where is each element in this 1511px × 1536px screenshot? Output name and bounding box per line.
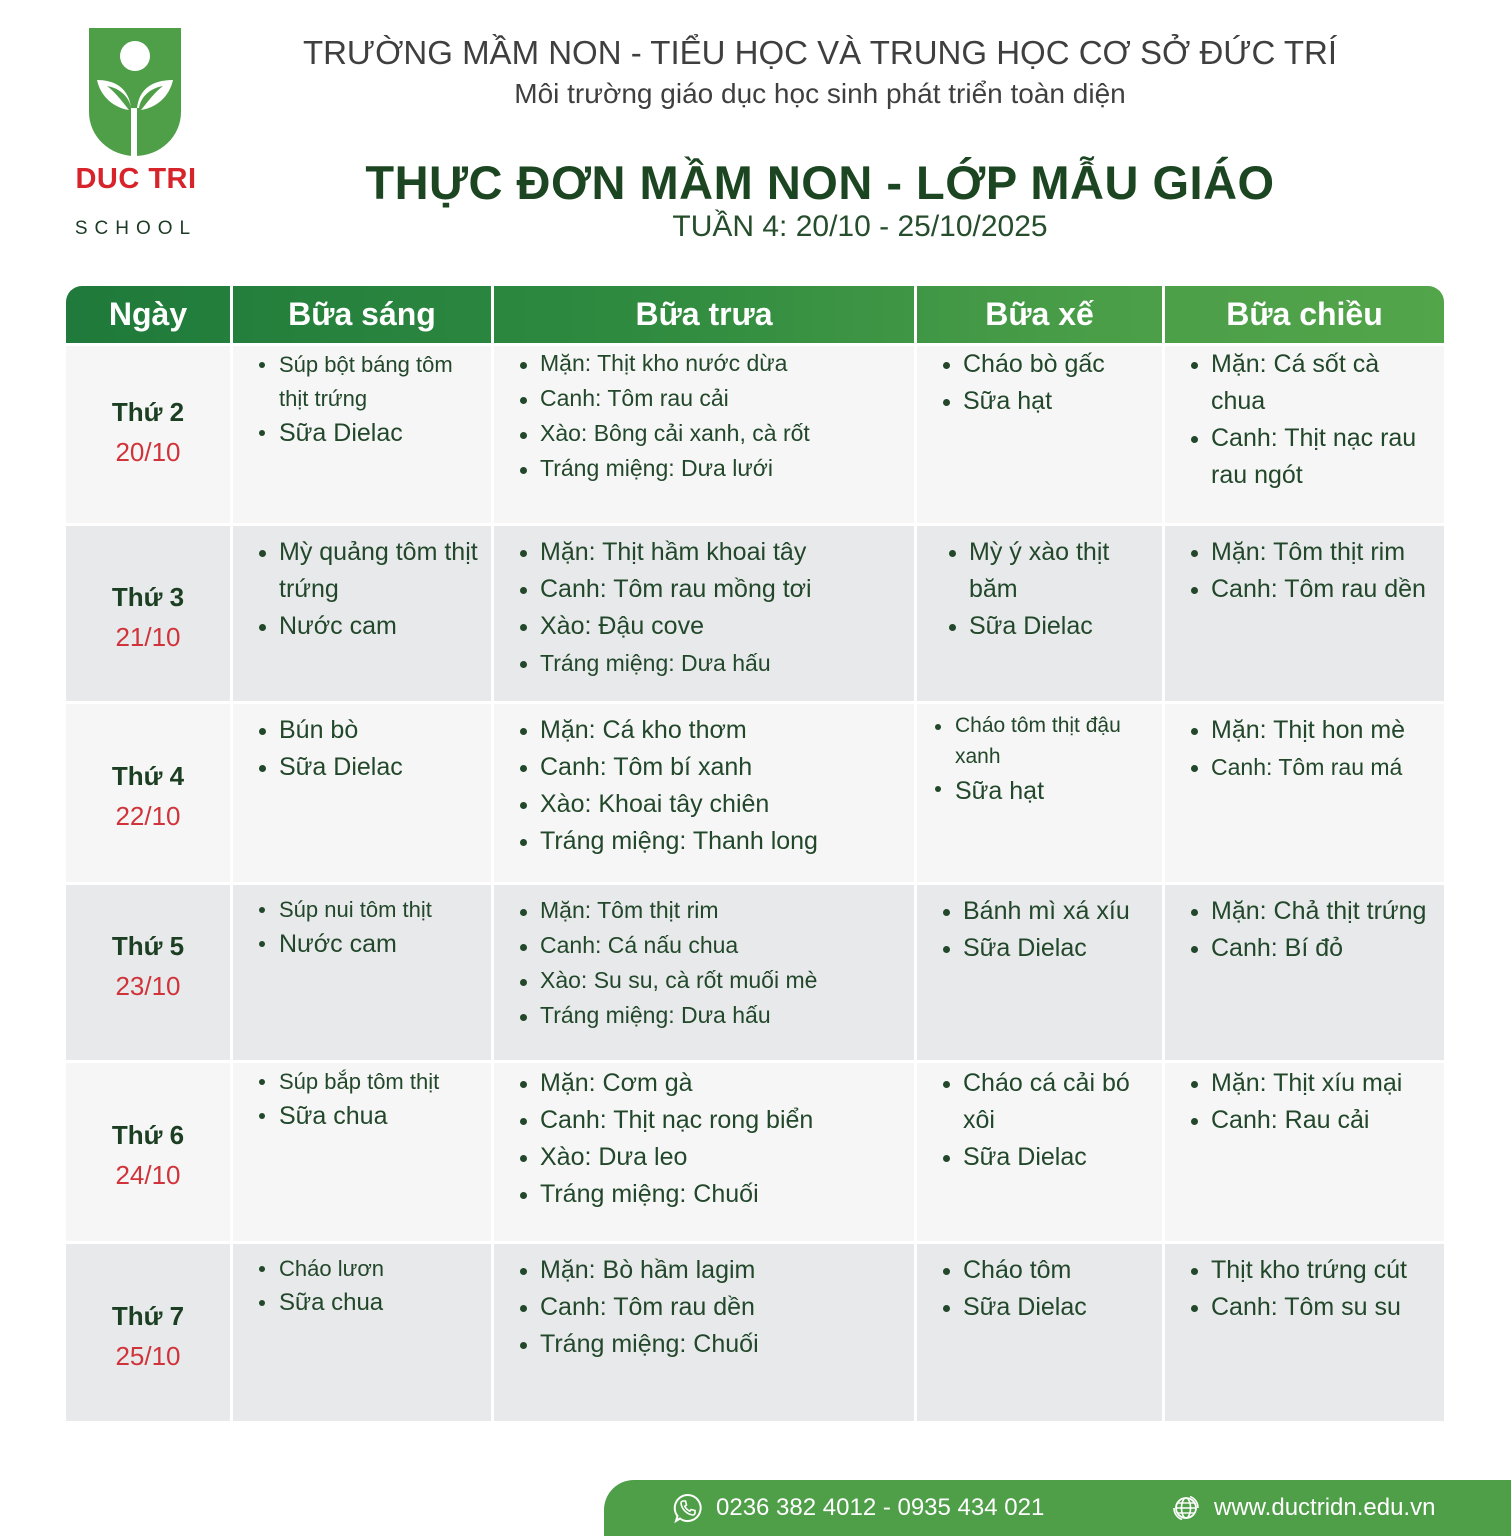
table-header <box>66 286 1444 343</box>
list-item: Mặn: Chả thịt trứng <box>1187 893 1434 930</box>
afternoon-cell <box>1165 346 1444 523</box>
snack-cell <box>917 526 1165 701</box>
table-row <box>66 882 1444 1060</box>
list-item: Canh: Tôm rau dền <box>516 1289 904 1326</box>
list-item: Mặn: Tôm thịt rim <box>1187 534 1434 571</box>
day-cell <box>66 1063 233 1241</box>
column-header-afternoon: Bữa chiều <box>1226 296 1383 332</box>
list-item: Bún bò <box>255 712 481 749</box>
table-row <box>66 701 1444 882</box>
logo-subtitle: SCHOOL <box>74 218 198 239</box>
phone-numbers: 0236 382 4012 - 0935 434 021 <box>716 1494 1045 1521</box>
list-item: Canh: Thịt nạc rau rau ngót <box>1187 420 1434 494</box>
day-date: 24/10 <box>115 1160 181 1190</box>
list-item: Sữa hạt <box>939 383 1152 420</box>
breakfast-cell <box>233 526 494 701</box>
list-item: Canh: Bí đỏ <box>1187 930 1434 967</box>
day-cell <box>66 346 233 523</box>
list-item: Xào: Khoai tây chiên <box>516 786 904 823</box>
list-item: Mỳ ý xào thịt băm <box>945 534 1152 608</box>
breakfast-cell <box>233 1063 494 1241</box>
snack-cell <box>917 1244 1165 1421</box>
day-name: Thứ 6 <box>111 1120 185 1150</box>
list-item: Mặn: Thịt kho nước dừa <box>516 346 904 381</box>
list-item: Canh: Tôm rau dền <box>1187 571 1434 608</box>
list-item: Sữa Dielac <box>939 1289 1152 1326</box>
list-item: Xào: Đậu cove <box>516 608 904 645</box>
column-header-breakfast: Bữa sáng <box>233 286 494 343</box>
day-name: Thứ 3 <box>111 581 185 612</box>
list-item: Tráng miệng: Chuối <box>516 1176 904 1213</box>
lunch-cell <box>494 1063 917 1241</box>
list-item: Canh: Rau cải <box>1187 1102 1434 1139</box>
list-item: Xào: Dưa leo <box>516 1139 904 1176</box>
list-item: Sữa Dielac <box>945 608 1152 645</box>
list-item: Canh: Tôm su su <box>1187 1289 1434 1326</box>
list-item: Tráng miệng: Dưa lưới <box>516 451 904 486</box>
list-item: Súp bắp tôm thịt <box>255 1065 481 1099</box>
list-item: Sữa Dielac <box>255 749 481 786</box>
day-cell <box>66 885 233 1060</box>
day-name: Thứ 4 <box>111 761 185 791</box>
day-date: 25/10 <box>115 1340 181 1371</box>
list-item: Canh: Tôm rau má <box>1187 749 1434 786</box>
list-item: Tráng miệng: Dưa hấu <box>516 998 904 1033</box>
lunch-cell <box>494 885 917 1060</box>
list-item: Cháo tôm <box>939 1252 1152 1289</box>
list-item: Canh: Tôm bí xanh <box>516 749 904 786</box>
list-item: Sữa chua <box>255 1099 481 1133</box>
phone-contact[interactable] <box>672 1492 1044 1524</box>
table-row <box>66 1060 1444 1241</box>
column-header-day: Ngày <box>66 286 233 343</box>
column-header-snack: Bữa xế <box>917 286 1165 343</box>
list-item: Tráng miệng: Dưa hấu <box>516 645 904 682</box>
list-item: Mặn: Thịt xíu mại <box>1187 1065 1434 1102</box>
snack-cell <box>917 346 1165 523</box>
menu-table <box>66 286 1444 1421</box>
logo-name: DUC TRI <box>75 163 197 195</box>
lunch-cell <box>494 526 917 701</box>
column-header-lunch: Bữa trưa <box>494 286 917 343</box>
list-item: Mặn: Cá kho thơm <box>516 712 904 749</box>
list-item: Súp bột báng tôm thịt trứng <box>255 348 481 416</box>
list-item: Canh: Cá nấu chua <box>516 928 904 963</box>
afternoon-cell <box>1165 1244 1444 1421</box>
phone-icon <box>672 1492 704 1524</box>
list-item: Xào: Su su, cà rốt muối mè <box>516 963 904 998</box>
day-name: Thứ 7 <box>111 1300 185 1331</box>
list-item: Mặn: Tôm thịt rim <box>516 893 904 928</box>
list-item: Sữa Dielac <box>939 1139 1152 1176</box>
list-item: Sữa Dielac <box>939 930 1152 967</box>
list-item: Cháo tôm thịt đậu xanh <box>931 710 1152 772</box>
afternoon-cell <box>1165 704 1444 882</box>
list-item: Sữa chua <box>255 1286 481 1320</box>
list-item: Canh: Tôm rau cải <box>516 381 904 416</box>
sprout-shield-icon <box>89 28 181 156</box>
day-date: 22/10 <box>115 801 181 831</box>
list-item: Mặn: Cơm gà <box>516 1065 904 1102</box>
afternoon-cell <box>1165 1063 1444 1241</box>
list-item: Mặn: Thịt hầm khoai tây <box>516 534 904 571</box>
snack-cell <box>917 704 1165 882</box>
breakfast-cell <box>233 346 494 523</box>
day-name: Thứ 5 <box>111 930 185 961</box>
list-item: Nước cam <box>255 927 481 961</box>
website-link[interactable] <box>1170 1492 1435 1524</box>
list-item: Cháo cá cải bó xôi <box>939 1065 1152 1139</box>
day-cell <box>66 526 233 701</box>
day-date: 23/10 <box>115 970 181 1001</box>
snack-cell <box>917 1063 1165 1241</box>
lunch-cell <box>494 1244 917 1421</box>
breakfast-cell <box>233 704 494 882</box>
day-date: 21/10 <box>115 621 181 652</box>
list-item: Canh: Tôm rau mồng tơi <box>516 571 904 608</box>
list-item: Canh: Thịt nạc rong biển <box>516 1102 904 1139</box>
table-row <box>66 523 1444 701</box>
day-cell <box>66 1244 233 1421</box>
week-range: TUẦN 4: 20/10 - 25/10/2025 <box>672 210 1048 243</box>
snack-cell <box>917 885 1165 1060</box>
afternoon-cell <box>1165 885 1444 1060</box>
day-name: Thứ 2 <box>111 396 185 427</box>
page-title: THỰC ĐƠN MẦM NON - LỚP MẪU GIÁO <box>365 156 1275 209</box>
list-item: Cháo lươn <box>255 1252 481 1286</box>
breakfast-cell <box>233 885 494 1060</box>
list-item: Mặn: Cá sốt cà chua <box>1187 346 1434 420</box>
list-item: Cháo bò gấc <box>939 346 1152 383</box>
list-item: Tráng miệng: Thanh long <box>516 823 904 860</box>
globe-icon <box>1170 1492 1202 1524</box>
afternoon-cell <box>1165 526 1444 701</box>
school-name: TRƯỜNG MẦM NON - TIỂU HỌC VÀ TRUNG HỌC CƠ SỞ ĐỨC TRÍ <box>302 34 1338 71</box>
table-row <box>66 343 1444 523</box>
list-item: Thịt kho trứng cút <box>1187 1252 1434 1289</box>
breakfast-cell <box>233 1244 494 1421</box>
day-date: 20/10 <box>115 436 181 467</box>
school-slogan: Môi trường giáo dục học sinh phát triển toàn diện <box>514 78 1126 109</box>
list-item: Mặn: Thịt hon mè <box>1187 712 1434 749</box>
list-item: Bánh mì xá xíu <box>939 893 1152 930</box>
list-item: Tráng miệng: Chuối <box>516 1326 904 1363</box>
list-item: Xào: Bông cải xanh, cà rốt <box>516 416 904 451</box>
table-row <box>66 1241 1444 1421</box>
list-item: Sữa Dielac <box>255 416 481 450</box>
list-item: Mặn: Bò hầm lagim <box>516 1252 904 1289</box>
list-item: Sữa hạt <box>931 772 1152 810</box>
list-item: Súp nui tôm thịt <box>255 893 481 927</box>
list-item: Mỳ quảng tôm thịt trứng <box>255 534 481 608</box>
contact-footer <box>604 1480 1511 1536</box>
day-cell <box>66 704 233 882</box>
website-url: www.ductridn.edu.vn <box>1214 1494 1436 1521</box>
lunch-cell <box>494 346 917 523</box>
list-item: Nước cam <box>255 608 481 645</box>
lunch-cell <box>494 704 917 882</box>
